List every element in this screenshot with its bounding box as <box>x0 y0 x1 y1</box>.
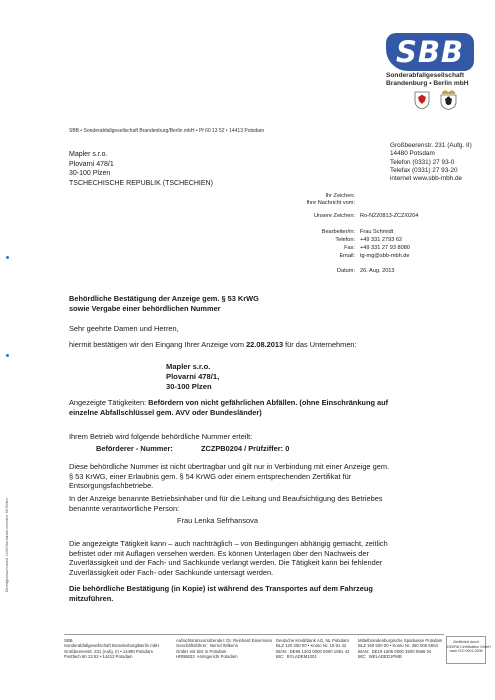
certification-badge: Zertifiziert durch DEKRA Certification GmbH nach ISO 9001:2008 <box>446 636 486 664</box>
activities-value-line1: Befördern von nicht gefährlichen Abfällen. (ohne Einschränkung auf <box>148 398 389 407</box>
paragraph-line: Entsorgungsfachbetriebe. <box>69 481 154 491</box>
closing-line2: mitzuführen. <box>69 593 114 603</box>
paragraph-responsible <box>69 494 383 513</box>
intro-sentence <box>69 340 357 350</box>
meta-label: Telefon: <box>335 237 355 243</box>
company-line1: Mapler s.r.o. <box>166 362 211 371</box>
meta-value: Frau Schmidt <box>360 229 394 235</box>
subject <box>69 294 259 313</box>
subject-line2: sowie Vergabe einer behördlichen Nummer <box>69 303 221 313</box>
closing-line1: Die behördliche Bestätigung (in Kopie) ist während des Transportes auf dem Fahrzeug <box>69 584 373 593</box>
brandenburg-coat-of-arms-icon <box>414 91 430 110</box>
closing-notice <box>69 584 373 603</box>
sender-contact <box>390 142 472 183</box>
paragraph-line: Zuverlässigkeit oder Fach- oder Sachkunde untersagt werden. <box>69 567 274 577</box>
responsible-person: Frau Lenka Sefrhansova <box>177 516 258 525</box>
footer-company: SBB Sonderabfallgesellschaft Brandenburg/Berlin mbH Großbeerenstr. 231 (Aufg. II) • 14480 Potsdam Postfach 60 13 52 • 14413 Potsdam <box>64 638 160 660</box>
meta-label: Ihr Zeichen: <box>325 193 355 199</box>
carrier-number-label: Beförderer - Nummer: <box>96 444 173 453</box>
paragraph-line: § 53 KrWG, einer Erlaubnis gem. § 54 KrWG oder einem entsprechenden Zertifikat für <box>69 471 352 481</box>
meta-label: Unsere Zeichen: <box>313 213 355 219</box>
paragraph-line: Die angezeigte Tätigkeit kann – auch nachträglich – von Bedingungen abhängig gemacht, zeitlich <box>69 539 388 548</box>
number-intro: Ihrem Betrieb wird folgende behördliche Nummer erteilt: <box>69 432 253 441</box>
company-name-block <box>386 72 486 88</box>
company-name-line2: Brandenburg • Berlin mbH <box>386 80 469 87</box>
sbb-logo: SBB <box>386 33 474 71</box>
meta-label: Ihre Nachricht vom: <box>306 200 355 206</box>
intro-date: 22.08.2013 <box>246 340 284 349</box>
meta-value: tg-mg@sbb-mbh.de <box>360 253 410 259</box>
paragraph-line: Zuverlässigkeit und der Fach- und Sachkunde verlangt werden. Die Tätigkeit kann bei fehlender <box>69 558 383 568</box>
recipient-line1: Mapler s.r.o. <box>69 151 108 158</box>
meta-label: Datum: <box>336 268 355 274</box>
margin-bullet <box>6 354 9 357</box>
meta-value: +49 331 27 93 8080 <box>360 245 410 251</box>
margin-bullet <box>6 256 9 259</box>
footer-bank2: Mittelbrandenburgische Sparkasse Potsdam BLZ 160 500 00 • Konto Nr. 350 005 6604 IBAN: DE19 1605 0000 3500 0566 04 BIC: WELADED1PMB <box>358 638 443 660</box>
carrier-number-value: ZCZPB0204 / Prüfziffer: 0 <box>201 444 290 453</box>
recipient-line3: 30-100 Plzen <box>69 170 111 177</box>
meta-value: 26. Aug. 2013 <box>360 268 395 274</box>
activities-label: Angezeigte Tätigkeiten: <box>69 398 149 407</box>
meta-value: Ro-N220813-ZCZ/0204 <box>360 213 419 219</box>
activities <box>69 398 474 417</box>
meta-value: +49 331 2793 62 <box>360 237 403 243</box>
return-address: SBB • Sonderabfallgesellschaft Brandenburg/Berlin mbH • Pf 60 13 52 • 14413 Potsdam <box>69 128 265 134</box>
paragraph-nontransferable <box>69 462 389 491</box>
company-line2: Plovarni 478/1, <box>166 372 220 381</box>
paragraph-line: In der Anzeige benannte Betriebsinhaber und für die Leitung und Beaufsichtigung des Betriebes <box>69 494 383 503</box>
company-name-line1: Sonderabfallgesellschaft <box>386 72 465 79</box>
berlin-coat-of-arms-icon <box>440 90 457 110</box>
sender-phone: Telefon (0331) 27 93-0 <box>390 158 455 166</box>
footer-bank1: Deutsche Kreditbank AG, NL Potsdam BLZ 120 300 00 • Konto Nr. 15 91 42 IBAN: DE96 1203 0000 0000 1591 42 BIC: BYLADEM1001 <box>276 638 350 660</box>
company-block <box>166 362 219 392</box>
sender-city: 14480 Potsdam <box>390 150 435 158</box>
recipient-line2: Plovarni 478/1 <box>69 160 114 168</box>
salutation: Sehr geehrte Damen und Herren, <box>69 324 179 333</box>
paragraph-line: benannte verantwortliche Person: <box>69 503 180 513</box>
footer-management: Aufsichtsratsvorsitzender: Dr. Reinhard Eisermann Geschäftsführer: Bernd Wilkens GmbH mit Sitz in Potsdam HRB8633 Amtsgericht Potsdam <box>176 638 273 660</box>
side-note: Dienstgebrauch ausst. 12/06 Nachdruck verboten, 68 Seiten <box>5 498 9 592</box>
intro-before: hiermit bestätigen wir den Eingang Ihrer Anzeige vom <box>69 340 247 349</box>
intro-after: für das Unternehmen: <box>283 340 357 349</box>
company-line3: 30-100 Plzen <box>166 382 212 391</box>
paragraph-line: Diese behördliche Nummer ist nicht übertragbar und gilt nur in Verbindung mit einer Anzeige gem. <box>69 462 390 471</box>
paragraph-conditions <box>69 539 388 577</box>
sender-web: internet www.sbb-mbh.de <box>390 175 463 183</box>
recipient-address <box>69 150 213 188</box>
sender-street: Großbeerenstr. 231 (Aufg. II) <box>390 142 472 149</box>
subject-line1: Behördliche Bestätigung der Anzeige gem. § 53 KrWG <box>69 294 259 303</box>
meta-label: Email: <box>339 253 355 259</box>
sender-fax: Telefax (0331) 27 93-20 <box>390 166 458 174</box>
activities-value-line2: einzelne Abfallschlüssel gem. AVV oder Bundesländer) <box>69 407 262 417</box>
recipient-line4: TSCHECHISCHE REPUBLIK (TSCHECHIEN) <box>69 179 213 187</box>
paragraph-line: befristet oder mit Auflagen versehen werden. Es können Unterlagen über den Nachweis der <box>69 548 369 558</box>
footer-divider <box>64 634 444 635</box>
meta-label: Fax: <box>344 245 355 251</box>
meta-label: Bearbeiter/in: <box>321 229 355 235</box>
